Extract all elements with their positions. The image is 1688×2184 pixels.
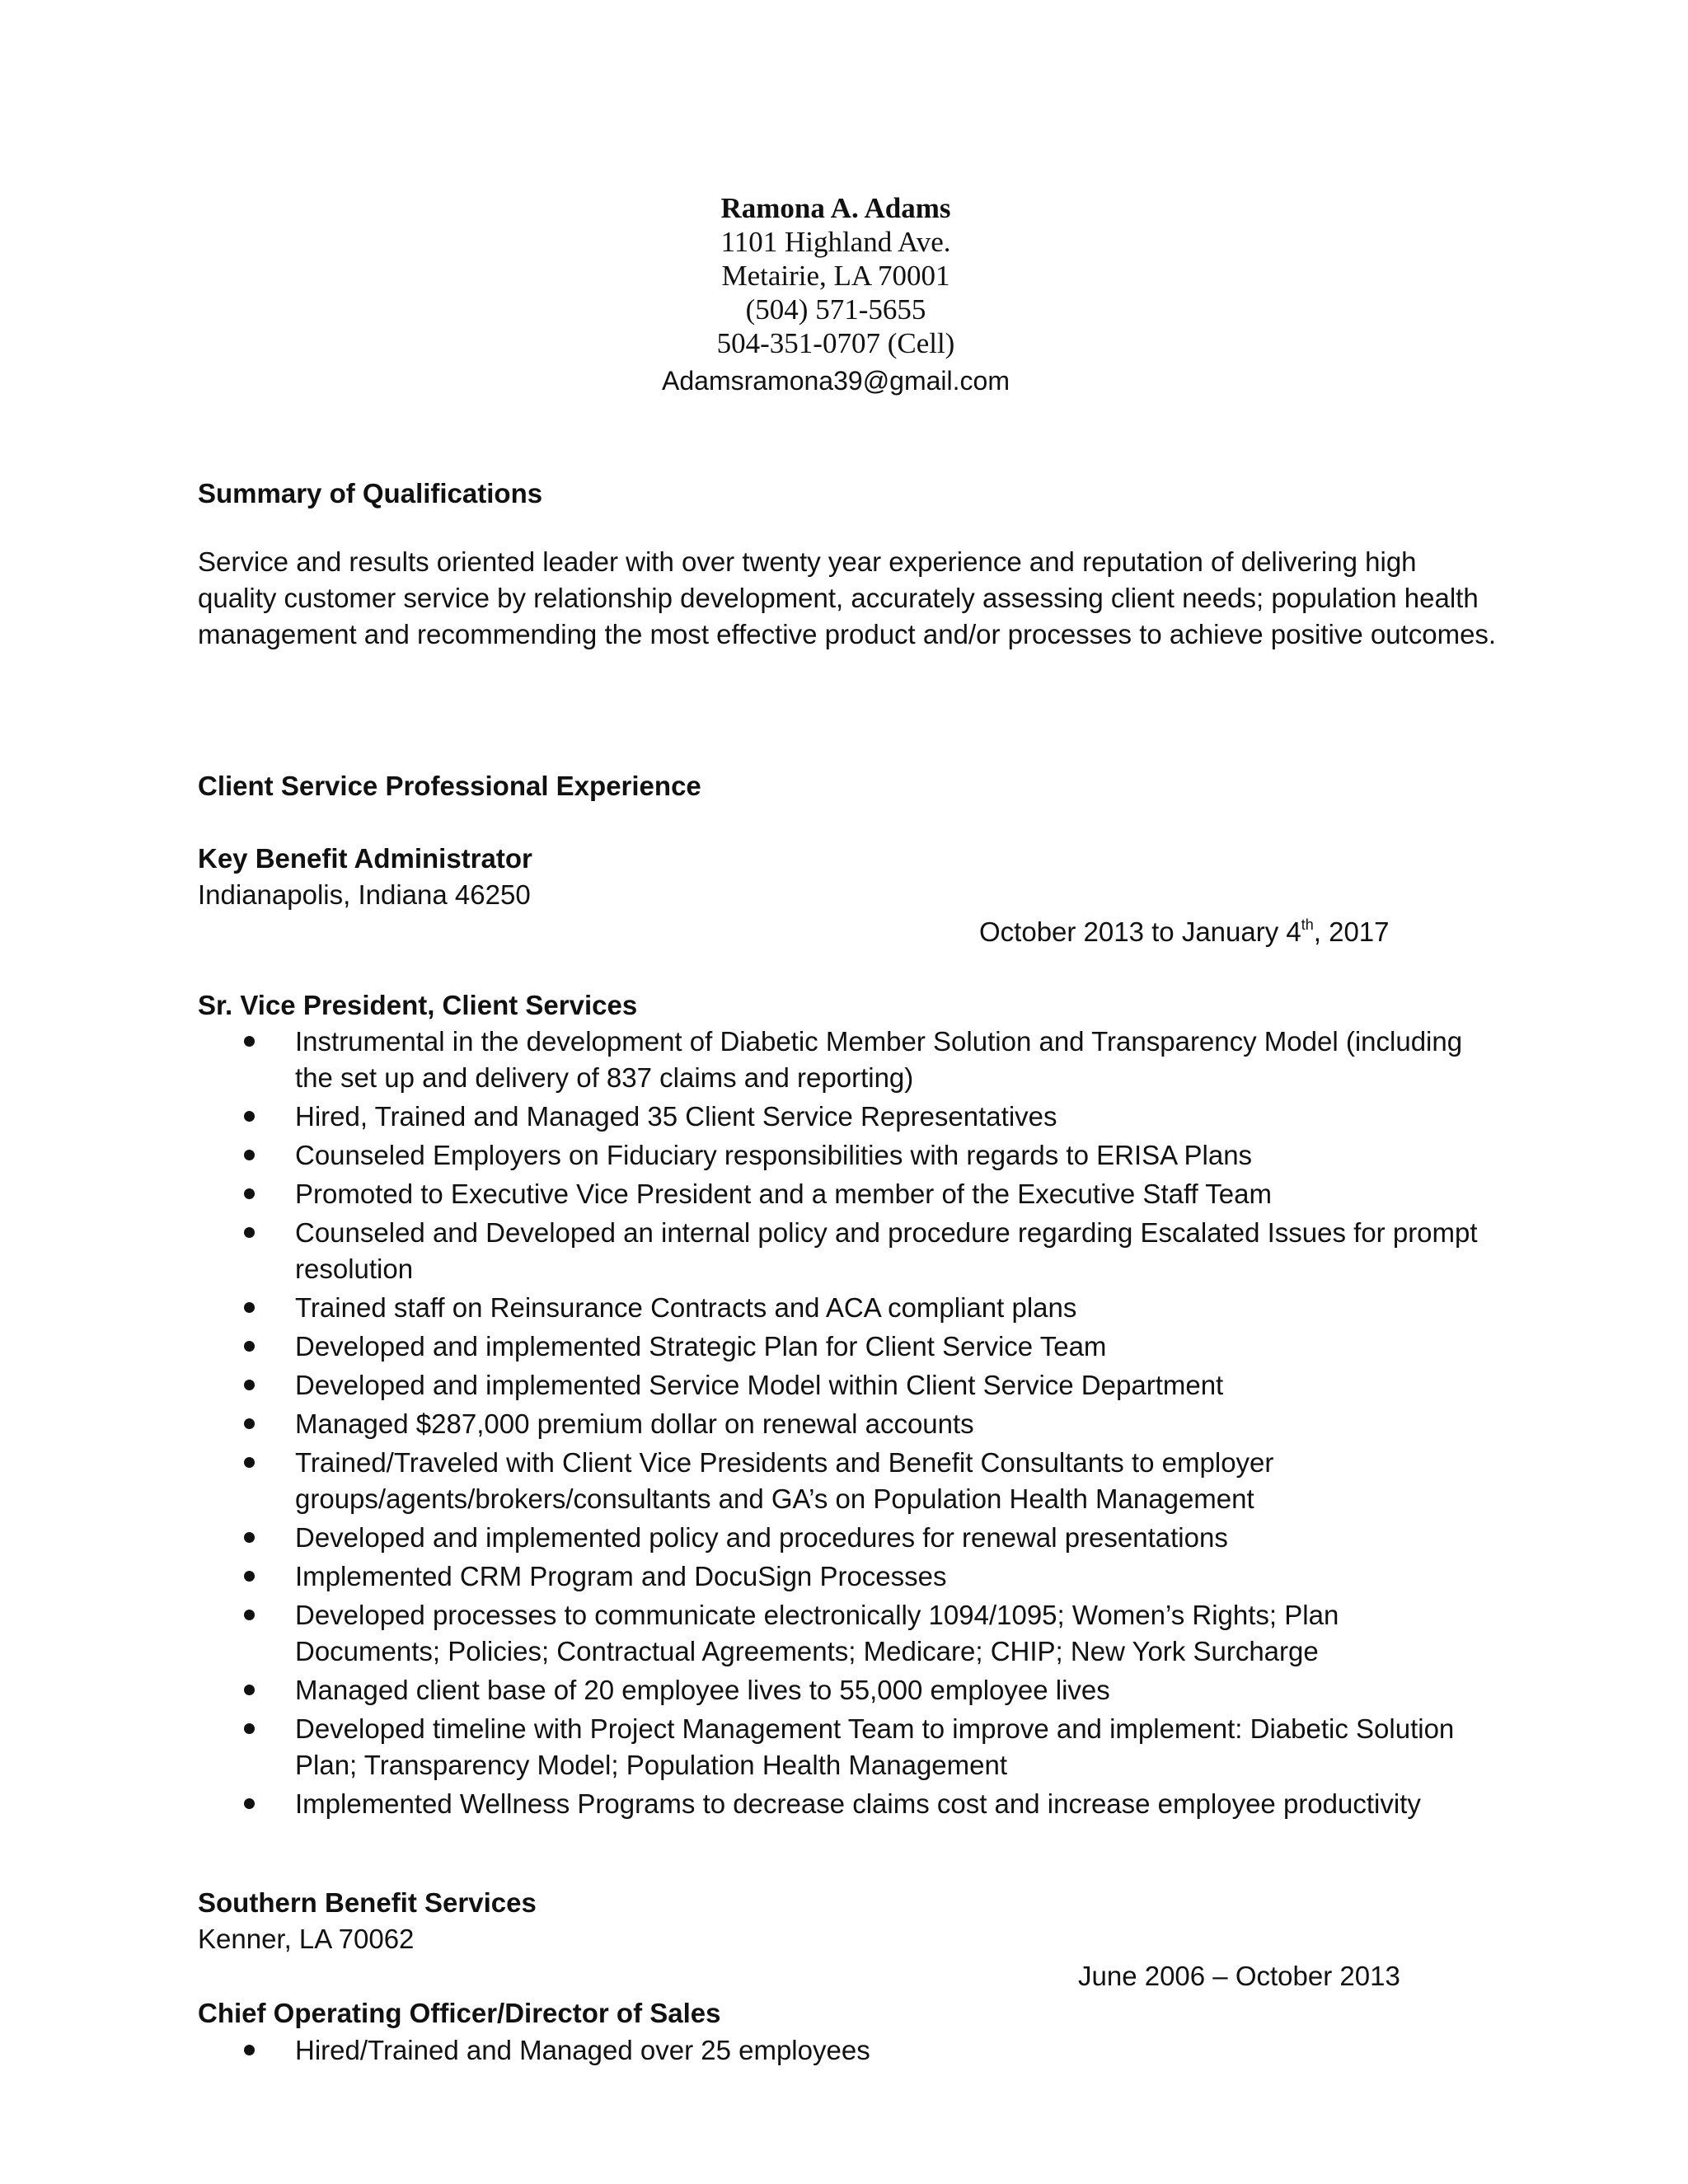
job-title: Sr. Vice President, Client Services (198, 990, 638, 1020)
list-item: Developed timeline with Project Management Team to improve and implement: Diabetic Solution Plan; Transparency Model; Population Health Management (198, 1711, 1484, 1783)
bullet-icon (244, 1610, 255, 1620)
address-line-2: Metairie, LA 70001 (721, 260, 950, 292)
bullet-icon (244, 1457, 255, 1468)
contact-header (0, 191, 1672, 399)
summary-paragraph: Service and results oriented leader with over twenty year experience and reputation of delivering high quality customer service by relationship development, accurately assessing client needs; population health management and recommending the most effective product and/or processes to achieve positive outcomes. (198, 546, 1497, 649)
company-name: Southern Benefit Services (198, 1887, 537, 1918)
list-item: Counseled Employers on Fiduciary responsibilities with regards to ERISA Plans (198, 1137, 1484, 1174)
bullet-icon (244, 1380, 255, 1390)
company-location: Indianapolis, Indiana 46250 (198, 879, 531, 910)
employment-dates: June 2006 – October 2013 (1078, 1961, 1400, 1991)
bullet-icon (244, 1188, 255, 1199)
list-item: Promoted to Executive Vice President and a member of the Executive Staff Team (198, 1176, 1484, 1212)
bullet-icon (244, 1227, 255, 1238)
list-item: Hired, Trained and Managed 35 Client Service Representatives (198, 1099, 1484, 1135)
bullet-icon (244, 1418, 255, 1429)
bullet-icon (244, 1111, 255, 1122)
employment-dates (979, 914, 1390, 954)
bullet-icon (244, 1150, 255, 1160)
list-item: Developed processes to communicate electronically 1094/1095; Women’s Rights; Plan Documents; Policies; Contractual Agreements; Medicare; CHIP; New York Surcharge (198, 1597, 1484, 1670)
list-item: Trained/Traveled with Client Vice Presidents and Benefit Consultants to employer groups/agents/brokers/consultants and GA’s on Population Health Management (198, 1445, 1484, 1517)
job-title: Chief Operating Officer/Director of Sales (198, 1998, 721, 2028)
bullet-icon (244, 1302, 255, 1313)
company-name: Key Benefit Administrator (198, 843, 532, 874)
bullet-icon (244, 2045, 255, 2055)
list-item: Managed $287,000 premium dollar on renewal accounts (198, 1406, 1484, 1442)
list-item: Developed and implemented Strategic Plan for Client Service Team (198, 1329, 1484, 1365)
list-item: Implemented CRM Program and DocuSign Processes (198, 1558, 1484, 1595)
date-superscript: th (1301, 916, 1314, 933)
list-item: Implemented Wellness Programs to decrease claims cost and increase employee productivity (198, 1786, 1484, 1822)
phone-number: (504) 571-5655 (745, 293, 926, 326)
bullet-icon (244, 1341, 255, 1352)
address-line-1: 1101 Highland Ave. (720, 226, 951, 258)
bullet-icon (244, 1798, 255, 1809)
responsibilities-list (198, 1024, 1484, 1825)
bullet-icon (244, 1723, 255, 1734)
list-item: Instrumental in the development of Diabetic Member Solution and Transparency Model (including the set up and delivery of 837 claims and reporting) (198, 1024, 1484, 1096)
bullet-icon (244, 1571, 255, 1582)
list-item: Developed and implemented policy and procedures for renewal presentations (198, 1520, 1484, 1556)
list-item: Hired/Trained and Managed over 25 employees (198, 2032, 1484, 2069)
email-address: Adamsramona39@gmail.com (662, 366, 1010, 396)
candidate-name: Ramona A. Adams (720, 192, 951, 224)
bullet-icon (244, 1532, 255, 1543)
date-end: , 2017 (1313, 916, 1390, 947)
responsibilities-list (198, 2032, 1484, 2071)
bullet-icon (244, 1685, 255, 1695)
list-item: Trained staff on Reinsurance Contracts and ACA compliant plans (198, 1290, 1484, 1326)
bullet-icon (244, 1036, 255, 1047)
date-start: October 2013 to January 4 (979, 916, 1301, 947)
summary-heading: Summary of Qualifications (198, 478, 543, 509)
cell-number: 504-351-0707 (Cell) (716, 327, 955, 359)
list-item: Developed and implemented Service Model within Client Service Department (198, 1367, 1484, 1404)
list-item: Managed client base of 20 employee lives to 55,000 employee lives (198, 1672, 1484, 1708)
experience-heading: Client Service Professional Experience (198, 771, 701, 801)
list-item: Counseled and Developed an internal policy and procedure regarding Escalated Issues for prompt resolution (198, 1215, 1484, 1287)
company-location: Kenner, LA 70062 (198, 1924, 415, 1954)
